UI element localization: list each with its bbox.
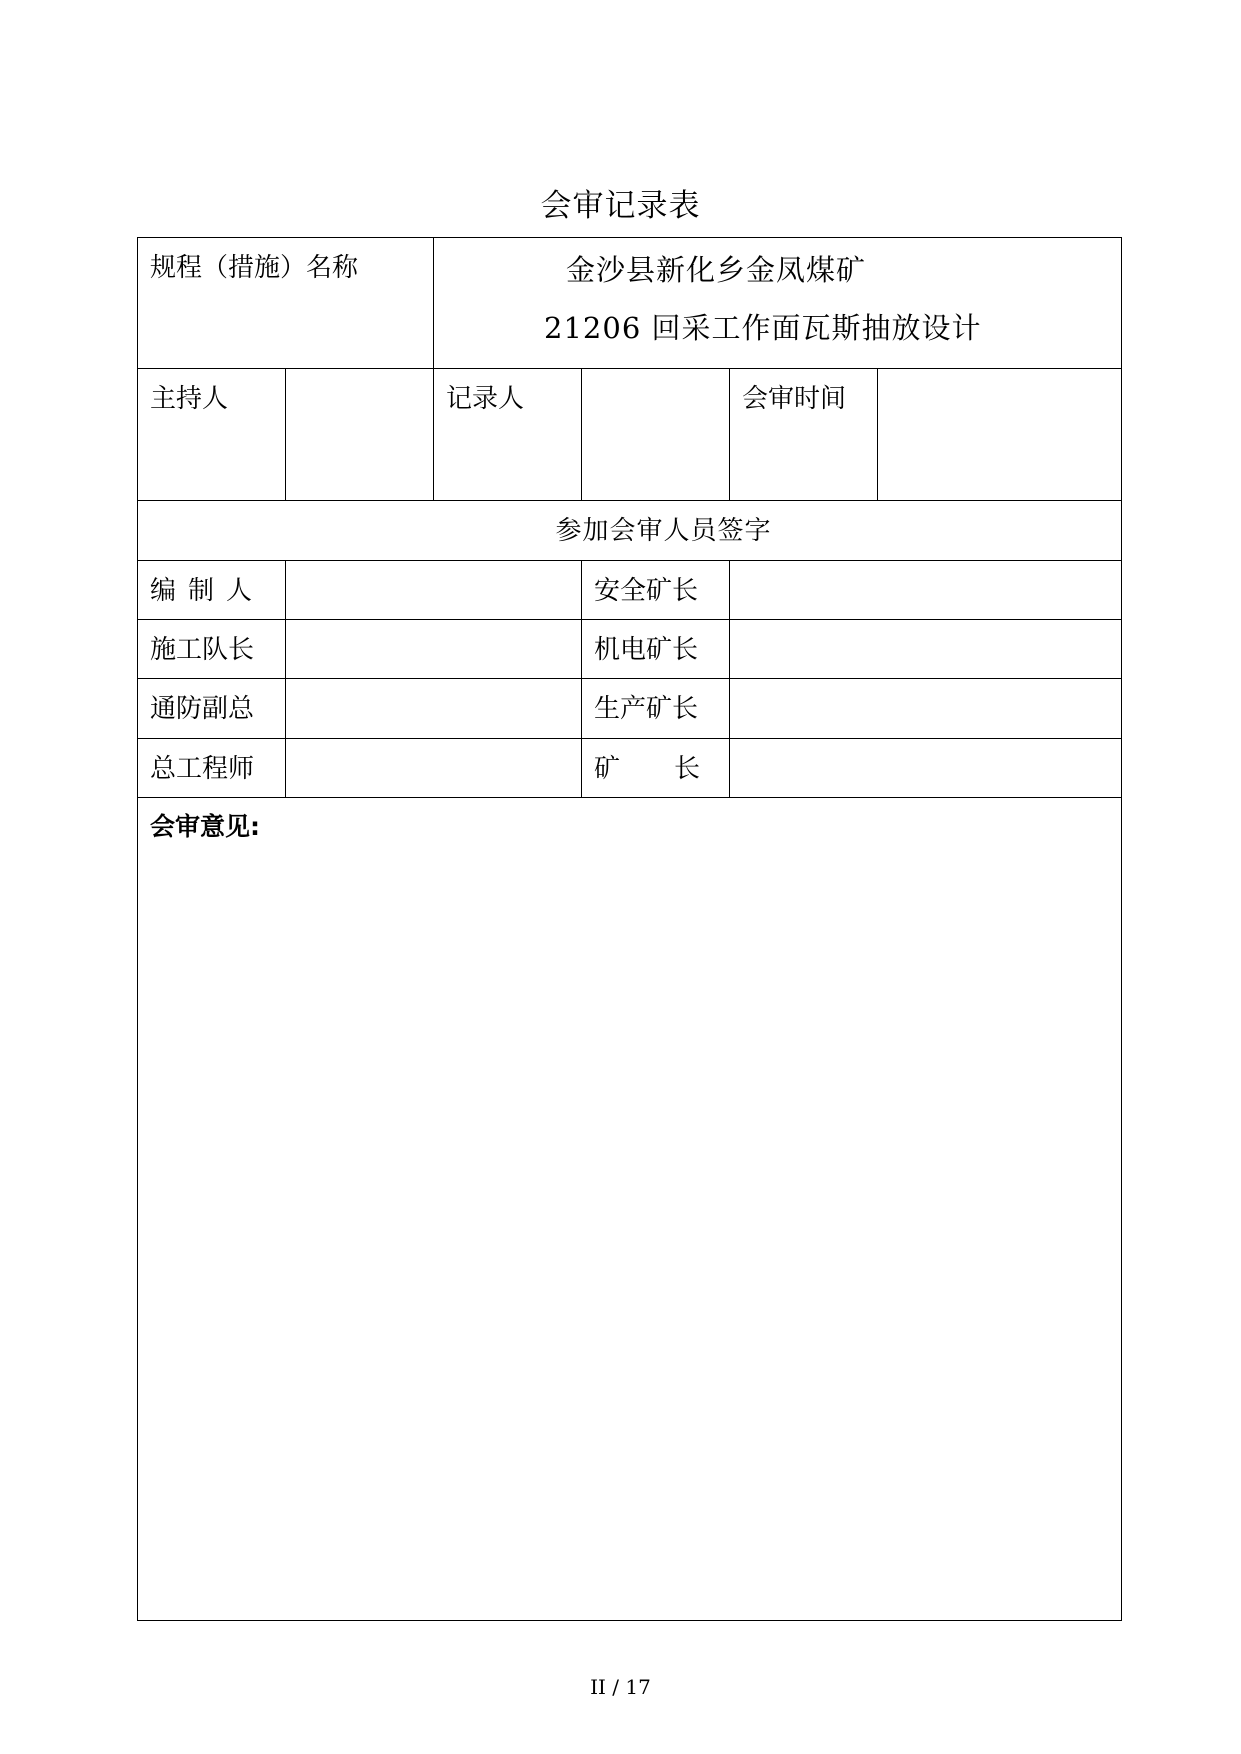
signature-left-label-cell xyxy=(138,739,286,798)
opinion-value xyxy=(138,844,1121,857)
signature-right-value xyxy=(730,739,1121,752)
signature-right-value xyxy=(730,679,1121,692)
signature-right-label-cell xyxy=(582,620,730,679)
signature-right-label-cell xyxy=(582,739,730,798)
signature-right-label-cell xyxy=(582,561,730,620)
signatures-heading-row xyxy=(138,501,1122,561)
review-time-label-cell xyxy=(730,369,878,501)
signature-left-value xyxy=(286,739,581,752)
signature-left-value-cell[interactable] xyxy=(286,620,582,679)
signature-right-label-mine-director xyxy=(582,739,729,786)
mine-director-char-1: 矿 xyxy=(594,754,621,784)
host-label: 主持人 xyxy=(150,384,229,414)
signature-left-value-cell[interactable] xyxy=(286,739,582,798)
signature-right-label-cell xyxy=(582,679,730,739)
signature-right-value-cell[interactable] xyxy=(730,561,1122,620)
project-name-line1: 金沙县新化乡金凤煤矿 xyxy=(566,253,867,287)
signature-left-label-cell xyxy=(138,679,286,739)
signature-left-value-cell[interactable] xyxy=(286,679,582,739)
page-title: 会审记录表 xyxy=(540,188,701,224)
signature-left-label: 编制人 xyxy=(150,576,265,606)
review-record-table xyxy=(137,237,1122,1621)
review-time-value xyxy=(878,369,1121,382)
signature-left-label-cell xyxy=(138,620,286,679)
signature-right-value xyxy=(730,620,1121,633)
signature-left-value xyxy=(286,561,581,574)
page-number: II / 17 xyxy=(590,1675,651,1699)
opinion-row xyxy=(138,798,1122,1621)
signature-left-value xyxy=(286,679,581,692)
recorder-label-cell xyxy=(434,369,582,501)
host-value-cell[interactable] xyxy=(286,369,434,501)
signature-right-value-cell[interactable] xyxy=(730,620,1122,679)
review-time-label: 会审时间 xyxy=(742,384,847,414)
opinion-label: 会审意见: xyxy=(150,812,260,841)
signature-row xyxy=(138,679,1122,739)
signature-left-label: 施工队长 xyxy=(150,635,255,665)
signature-left-label: 通防副总 xyxy=(150,694,255,724)
project-name-line2: 21206 回采工作面瓦斯抽放设计 xyxy=(544,311,982,345)
signature-row xyxy=(138,739,1122,798)
host-value xyxy=(286,369,433,382)
recorder-value-cell[interactable] xyxy=(582,369,730,501)
signature-right-value-cell[interactable] xyxy=(730,739,1122,798)
signature-left-value xyxy=(286,620,581,633)
signature-right-label: 生产矿长 xyxy=(594,694,699,724)
opinion-cell[interactable] xyxy=(138,798,1122,1621)
signature-left-label: 总工程师 xyxy=(150,754,255,784)
name-label: 规程（措施）名称 xyxy=(150,253,359,283)
recorder-value xyxy=(582,369,729,382)
name-label-cell xyxy=(138,238,434,369)
signature-left-label-cell xyxy=(138,561,286,620)
host-label-cell xyxy=(138,369,286,501)
signature-right-label: 安全矿长 xyxy=(594,576,699,606)
signature-row xyxy=(138,620,1122,679)
signature-right-label: 机电矿长 xyxy=(594,635,699,665)
signature-row xyxy=(138,561,1122,620)
review-time-value-cell[interactable] xyxy=(878,369,1122,501)
signatures-heading: 参加会审人员签字 xyxy=(555,515,772,546)
meeting-info-row xyxy=(138,369,1122,501)
signature-left-value-cell[interactable] xyxy=(286,561,582,620)
signature-right-value-cell[interactable] xyxy=(730,679,1122,739)
recorder-label: 记录人 xyxy=(446,384,525,414)
mine-director-char-2: 长 xyxy=(674,754,701,784)
project-name-cell xyxy=(434,238,1122,369)
signature-right-value xyxy=(730,561,1121,574)
name-row xyxy=(138,238,1122,369)
signatures-heading-cell xyxy=(138,501,1122,561)
